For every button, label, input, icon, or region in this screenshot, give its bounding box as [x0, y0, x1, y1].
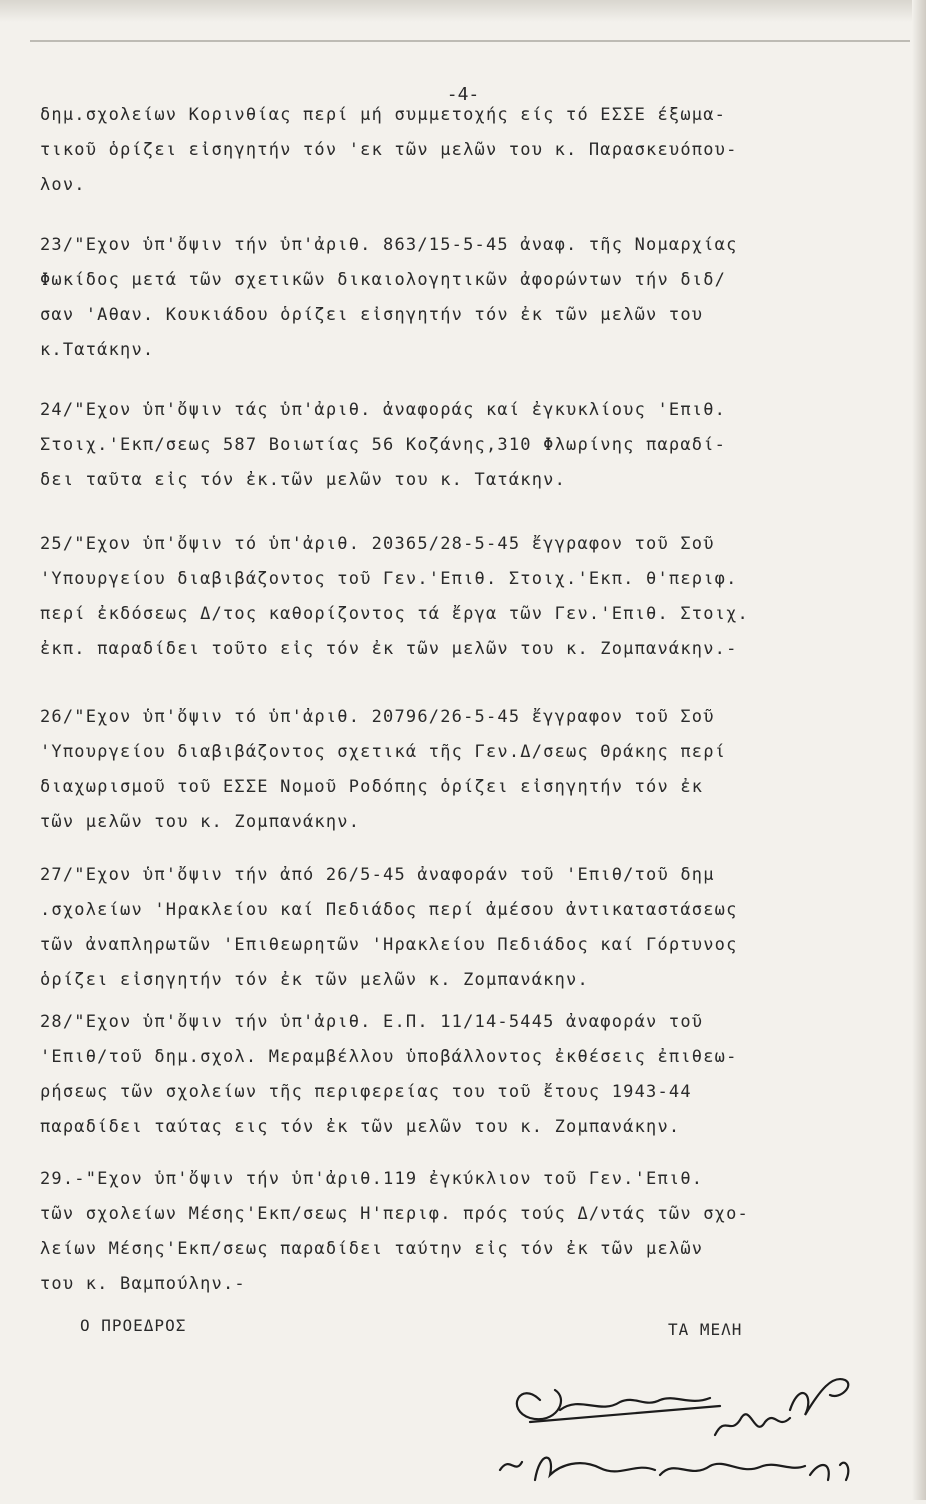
- paragraph-29: [40, 1162, 870, 1302]
- text-line: λείων Μέσης'Εκπ/σεως παραδίδει ταύτην εἰς τόν ἐκ τῶν μελῶν: [40, 1239, 704, 1259]
- text-line: του κ. Βαμπούλην.-: [40, 1274, 246, 1294]
- text-line: 24/"Εχον ὑπ'ὄψιν τάς ὑπ'ἀριθ. ἀναφοράς καί ἐγκυκλίους 'Επιθ.: [40, 400, 727, 420]
- page-edge-shadow: [0, 0, 926, 22]
- text-line: ρήσεως τῶν σχολείων τῆς περιφερείας του τοῦ ἔτους 1943-44: [40, 1082, 692, 1102]
- page-edge-binding: [912, 0, 926, 1500]
- text-line: κ.Τατάκην.: [40, 340, 155, 360]
- text-line: Φωκίδος μετά τῶν σχετικῶν δικαιολογητικῶν ἀφορώντων τήν διδ/: [40, 270, 727, 290]
- paragraph-25: [40, 527, 870, 667]
- text-line: ἐκπ. παραδίδει τοῦτο εἰς τόν ἐκ τῶν μελῶν του κ. Ζομπανάκην.-: [40, 639, 738, 659]
- text-line: τῶν ἀναπληρωτῶν 'Επιθεωρητῶν 'Ηρακλείου Πεδιάδος καί Γόρτυνος: [40, 935, 738, 955]
- text-line: ὁρίζει εἰσηγητήν τόν ἐκ τῶν μελῶν κ. Ζομπανάκην.: [40, 970, 589, 990]
- text-line: παραδίδει ταύτας εις τόν ἐκ τῶν μελῶν του κ. Ζομπανάκην.: [40, 1117, 681, 1137]
- members-label: ΤΑ ΜΕΛΗ: [668, 1320, 743, 1339]
- text-line: διαχωρισμοῦ τοῦ ΕΣΣΕ Νομοῦ Ροδόπης ὁρίζει εἰσηγητήν τόν ἐκ: [40, 777, 704, 797]
- text-line: 23/"Εχον ὑπ'ὄψιν τήν ὑπ'ἀριθ. 863/15-5-45 ἀναφ. τῆς Νομαρχίας: [40, 235, 738, 255]
- text-line: .σχολείων 'Ηρακλείου καί Πεδιάδος περί ἀμέσου ἀντικαταστάσεως: [40, 900, 738, 920]
- text-line: 25/"Εχον ὑπ'ὄψιν τό ὑπ'ἀριθ. 20365/28-5-45 ἔγγραφον τοῦ Σοῦ: [40, 534, 715, 554]
- text-line: σαν 'Αθαν. Κουκιάδου ὁρίζει εἰσηγητήν τόν ἐκ τῶν μελῶν του: [40, 305, 704, 325]
- text-line: λον.: [40, 175, 86, 195]
- text-line: 29.-"Εχον ὑπ'ὄψιν τήν ὑπ'ἀριθ.119 ἐγκύκλιον τοῦ Γεν.'Επιθ.: [40, 1169, 704, 1189]
- text-line: 26/"Εχον ὑπ'ὄψιν τό ὑπ'ἀριθ. 20796/26-5-45 ἔγγραφον τοῦ Σοῦ: [40, 707, 715, 727]
- paragraph-24: [40, 393, 870, 498]
- signature-scribbles-icon: [460, 1340, 880, 1500]
- page-number: -4-: [446, 84, 480, 105]
- text-line: 27/"Εχον ὑπ'ὄψιν τήν ἀπό 26/5-45 ἀναφοράν τοῦ 'Επιθ/τοῦ δημ: [40, 865, 715, 885]
- president-label: Ο ΠΡΟΕΔΡΟΣ: [80, 1316, 187, 1335]
- paragraph-23: [40, 228, 870, 368]
- text-line: 'Υπουργείου διαβιβάζοντος τοῦ Γεν.'Επιθ. Στοιχ.'Εκπ. θ'περιφ.: [40, 569, 738, 589]
- text-line: δει ταῦτα εἰς τόν ἐκ.τῶν μελῶν του κ. Τατάκην.: [40, 470, 567, 490]
- header-rule: [30, 40, 910, 42]
- text-line: 28/"Εχον ὑπ'ὄψιν τήν ὑπ'ἀριθ. Ε.Π. 11/14-5445 ἀναφοράν τοῦ: [40, 1012, 704, 1032]
- paragraph-22: [40, 98, 870, 203]
- paragraph-27: [40, 858, 870, 998]
- text-line: τῶν μελῶν του κ. Ζομπανάκην.: [40, 812, 361, 832]
- paragraph-28: [40, 1005, 870, 1145]
- text-line: τικοῦ ὁρίζει εἰσηγητήν τόν 'εκ τῶν μελῶν του κ. Παρασκευόπου-: [40, 140, 738, 160]
- text-line: περί ἐκδόσεως Δ/τος καθορίζοντος τά ἔργα τῶν Γεν.'Επιθ. Στοιχ.: [40, 604, 749, 624]
- text-line: 'Υπουργείου διαβιβάζοντος σχετικά τῆς Γεν.Δ/σεως Θράκης περί: [40, 742, 727, 762]
- text-line: δημ.σχολείων Κορινθίας περί μή συμμετοχής είς τό ΕΣΣΕ έξωμα-: [40, 105, 727, 125]
- text-line: τῶν σχολείων Μέσης'Εκπ/σεως Η'περιφ. πρός τούς Δ/ντάς τῶν σχο-: [40, 1204, 749, 1224]
- paragraph-26: [40, 700, 870, 840]
- text-line: Στοιχ.'Εκπ/σεως 587 Βοιωτίας 56 Κοζάνης,310 Φλωρίνης παραδί-: [40, 435, 727, 455]
- handwritten-signatures: [460, 1340, 880, 1500]
- text-line: 'Επιθ/τοῦ δημ.σχολ. Μεραμβέλλου ὑποβάλλοντος ἐκθέσεις ἐπιθεω-: [40, 1047, 738, 1067]
